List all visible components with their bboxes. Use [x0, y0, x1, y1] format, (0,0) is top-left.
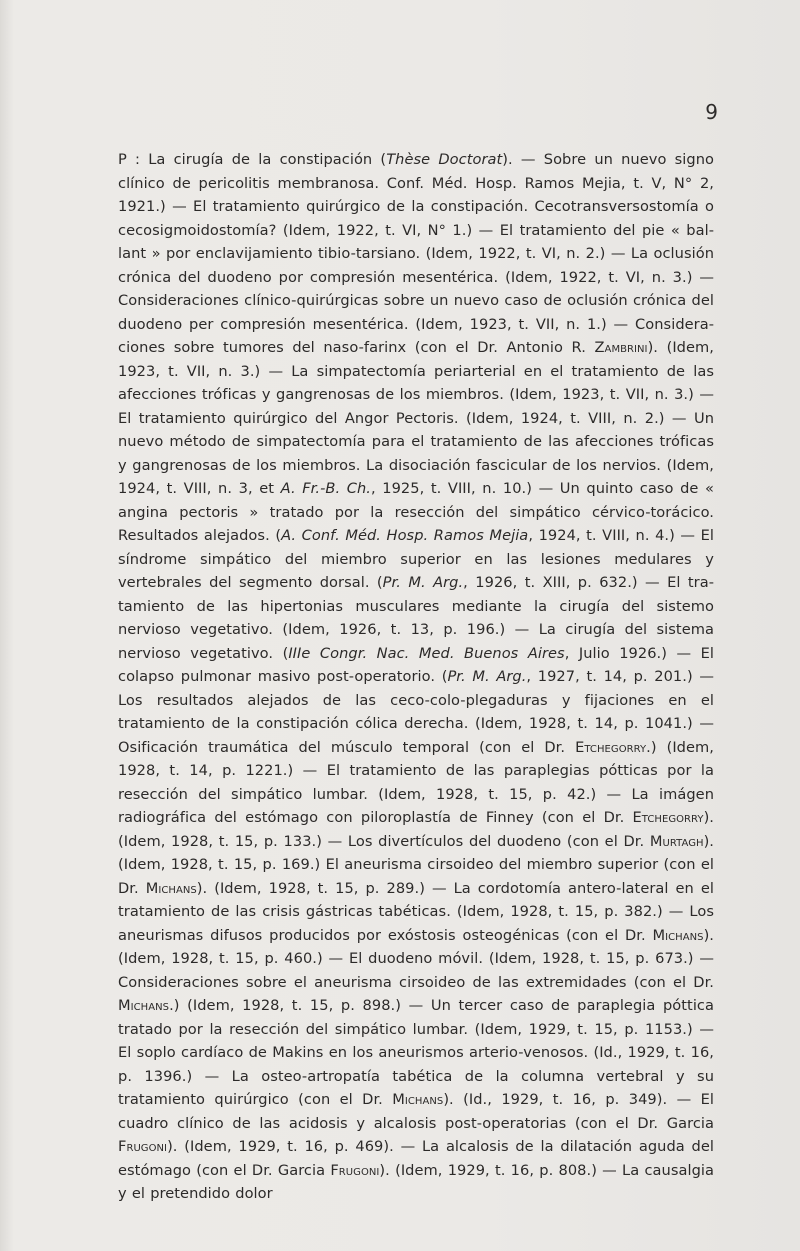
citation-italic: IIIe Congr. Nac. Med. Buenos Aires — [288, 644, 565, 662]
citation-italic: Pr. M. Arg. — [447, 668, 527, 685]
text-segment: , 1924, t. VIII, n. 4.) — El síndrome simpático del miembro superior en las lesiones medulares y vertebrales del segmento dorsal. ( — [118, 527, 714, 591]
text-segment: P : La cirugía de la constipación ( — [118, 151, 387, 168]
author-name: Murtagh — [649, 832, 704, 850]
text-segment: .) (Idem, 1928, t. 15, p. 898.) — Un tercer caso de paraplegia póttica tratado por la resección del simpático lumbar. (Idem, 1929, t. 15, p. 1153.) — El soplo cardíaco de Makins en los aneurismos arterio-venosos. (Id., 1929, t. 16, p. 1396.) — La osteo-artropatía tabética de la columna vertebral y su tratamiento quirúrgico (con el Dr. — [118, 997, 714, 1108]
author-name: Frugoni — [330, 1161, 380, 1179]
text-segment: ). — Sobre un nuevo signo clínico de pericolitis membranosa. Conf. Méd. Hosp. Ramos Mejia, t. V, N° 2, 1921.) — El tratamiento quirúrgico de la constipación. Cecotransversostomía o cecosigmoidostomía? (Idem, 1922, t. VI, N° 1.) — El tratamiento del pie « ballant » por enclavijamiento tibio-tarsiano. (Idem, 1922, t. VI, n. 2.) — La oclusión crónica del duodeno por compresión mesentérica. (Idem, 1922, t. VI, n. 3.) — Consideraciones clínico-quirúrgicas sobre un nuevo caso de oclusión crónica del duodeno per compresión mesentérica. (Idem, 1923, t. VII, n. 1.) — Consideraciones sobre tumores del naso-farinx (con el Dr. Antonio R. — [118, 151, 714, 356]
text-segment: , 1925, t. VIII, n. 10.) — Un quinto caso de « angina pectoris » tratado por la resección del simpático cérvico-torácico. Resultados alejados. ( — [118, 480, 714, 544]
text-segment: ). (Idem, 1923, t. VII, n. 3.) — La simpatectomía periarterial en el tratamiento de las afecciones tróficas y gangrenosas de los miembros. (Idem, 1923, t. VII, n. 3.) — El tratamiento quirúrgico del Angor Pectoris. (Idem, 1924, t. VIII, n. 2.) — Un nuevo método de simpatectomía para el tratamiento de las afecciones tróficas y gangrenosas de los miembros. La disociación fascicular de los nervios. (Idem, 1924, t. VIII, n. 3, et — [118, 339, 714, 497]
author-name: Michans — [652, 926, 704, 944]
text-segment: , Julio 1926.) — El colapso pulmonar masivo post-operatorio. ( — [118, 644, 715, 685]
author-name: Frugoni — [118, 1138, 168, 1155]
bibliography-text — [118, 148, 714, 1206]
text-segment: , 1927, t. 14, p. 201.) — Los resultados alejados de las ceco-colo-plegaduras y fijaciones en el tratamiento de la constipación cólica derecha. (Idem, 1928, t. 14, p. 1041.) — Osificación traumática del músculo temporal (con el Dr. — [118, 668, 714, 756]
text-segment: ). (Idem, 1928, t. 15, p. 169.) El aneurisma cirsoideo del miembro superior (con el Dr. — [118, 832, 714, 897]
author-name: Etchegorry — [632, 809, 704, 826]
text-segment: .) (Idem, 1928, t. 14, p. 1221.) — El tratamiento de las paraplegias pótticas por la resección del simpático lumbar. (Idem, 1928, t. 15, p. 42.) — La imágen radiográfica del estómago con piloroplastía de Finney (con el Dr. — [118, 738, 714, 826]
citation-italic: Pr. M. Arg. — [382, 574, 464, 591]
text-segment: ). (Idem, 1929, t. 16, p. 808.) — La causalgia y el pretendido dolor — [118, 1161, 714, 1202]
author-name: Michans — [118, 997, 170, 1014]
bibliography-paragraph — [118, 148, 714, 1206]
citation-italic: A. Fr.-B. Ch. — [280, 480, 371, 497]
text-segment: ). (Idem, 1928, t. 15, p. 289.) — La cordotomía antero-lateral en el tratamiento de las crisis gástricas tabéticas. (Idem, 1928, t. 15, p. 382.) — Los aneurismas difusos producidos por exóstosis osteogénicas (con el Dr. — [118, 879, 714, 944]
author-name: Michans — [145, 879, 197, 897]
page-number: 9 — [705, 100, 718, 124]
author-name: Etchegorry — [575, 738, 647, 756]
text-segment: , 1926, t. XIII, p. 632.) — El tratamiento de las hipertonias musculares mediante la cirugía del sistemo nervioso vegetativo. (Idem, 1926, t. 13, p. 196.) — La cirugía del sistema nervioso vegetativo. ( — [118, 574, 715, 662]
text-segment: ). (Idem, 1928, t. 15, p. 460.) — El duodeno móvil. (Idem, 1928, t. 15, p. 673.) — Consideraciones sobre el aneurisma cirsoideo de las extremidades (con el Dr. — [118, 926, 714, 991]
text-segment: ). (Idem, 1928, t. 15, p. 133.) — Los divertículos del duodeno (con el Dr. — [118, 809, 714, 850]
author-name: Zambrini — [594, 339, 648, 356]
citation-italic: A. Conf. Méd. Hosp. Ramos Mejia — [281, 527, 529, 544]
citation-italic: Thèse Doctorat — [386, 151, 503, 168]
text-segment: ). (Id., 1929, t. 16, p. 349). — El cuadro clínico de las acidosis y alcalosis post-operatorias (con el Dr. Garcia — [118, 1091, 714, 1132]
author-name: Michans — [392, 1091, 444, 1108]
text-segment: ). (Idem, 1929, t. 16, p. 469). — La alcalosis de la dilatación aguda del estómago (con el Dr. Garcia — [118, 1138, 714, 1179]
